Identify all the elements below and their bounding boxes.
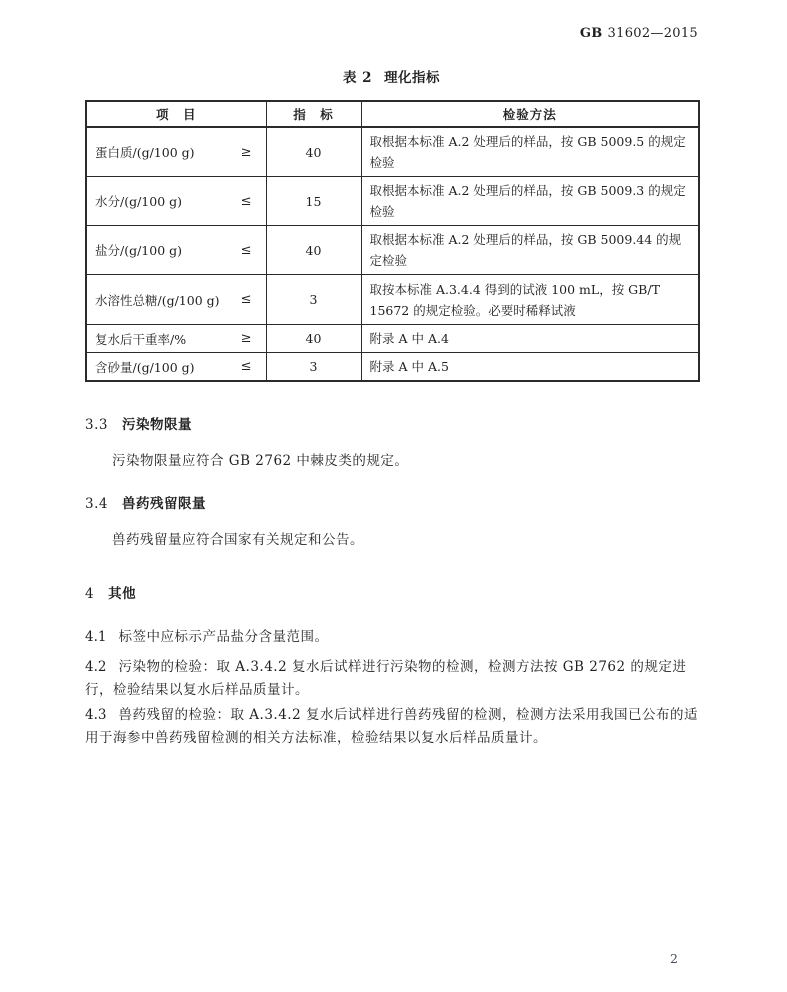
test-method: 附录 A 中 A.4 bbox=[361, 325, 699, 353]
clause-4-2 bbox=[85, 656, 698, 702]
clause-number: 4.1 bbox=[85, 629, 107, 645]
item-label: 水分/(g/100 g) bbox=[95, 194, 183, 209]
standard-number-header bbox=[85, 26, 698, 41]
index-value: 3 bbox=[266, 353, 361, 382]
relation-symbol: ≤ bbox=[240, 193, 252, 209]
page-number: 2 bbox=[670, 951, 678, 966]
standard-number: 31602—2015 bbox=[607, 26, 698, 41]
relation-symbol: ≤ bbox=[240, 359, 252, 374]
index-value: 40 bbox=[266, 127, 361, 177]
clause-number: 3.4 bbox=[85, 496, 108, 512]
item-label: 含砂量/(g/100 g) bbox=[95, 359, 195, 375]
page-content bbox=[85, 0, 698, 750]
table-row bbox=[86, 275, 699, 325]
clause-title: 兽药残留限量 bbox=[121, 496, 206, 512]
index-value: 40 bbox=[266, 226, 361, 275]
clause-body-3-4: 兽药残留量应符合国家有关规定和公告。 bbox=[112, 532, 364, 548]
clause-number: 4.3 bbox=[85, 707, 107, 723]
relation-symbol: ≥ bbox=[240, 331, 252, 346]
table-caption bbox=[85, 66, 698, 86]
relation-symbol: ≥ bbox=[240, 144, 252, 160]
test-method: 取按本标准 A.3.4.4 得到的试液 100 mL，按 GB/T 15672 的规定检验。必要时稀释试液 bbox=[361, 275, 699, 325]
clause-text: 污染物的检验：取 A.3.4.2 复水后试样进行污染物的检测，检测方法按 GB 2762 的规定进行，检验结果以复水后样品质量计。 bbox=[85, 659, 687, 698]
physicochemical-indicators-table bbox=[85, 100, 700, 382]
clause-title: 其他 bbox=[108, 586, 137, 602]
clause-text: 兽药残留的检验：取 A.3.4.2 复水后试样进行兽药残留的检测，检测方法采用我国已公布的适用于海参中兽药残留检测的相关方法标准，检验结果以复水后样品质量计。 bbox=[85, 707, 698, 746]
index-value: 3 bbox=[266, 275, 361, 325]
clause-heading-3-4 bbox=[85, 492, 698, 512]
clause-number: 4 bbox=[85, 586, 95, 602]
test-method: 取根据本标准 A.2 处理后的样品，按 GB 5009.5 的规定检验 bbox=[361, 127, 699, 177]
relation-symbol: ≤ bbox=[240, 292, 252, 307]
column-header-index: 指 标 bbox=[266, 101, 361, 127]
table-caption-text: 理化指标 bbox=[384, 70, 441, 86]
table-row bbox=[86, 226, 699, 275]
standard-prefix: GB bbox=[579, 26, 603, 41]
index-value: 15 bbox=[266, 177, 361, 226]
index-value: 40 bbox=[266, 325, 361, 353]
item-label: 蛋白质/(g/100 g) bbox=[95, 145, 195, 160]
test-method: 附录 A 中 A.5 bbox=[361, 353, 699, 382]
table-row bbox=[86, 177, 699, 226]
clause-number: 3.3 bbox=[85, 417, 108, 433]
clause-body-3-3: 污染物限量应符合 GB 2762 中棘皮类的规定。 bbox=[112, 453, 409, 469]
column-header-method: 检验方法 bbox=[361, 101, 699, 127]
item-label: 水溶性总糖/(g/100 g) bbox=[95, 292, 220, 308]
item-label: 盐分/(g/100 g) bbox=[95, 243, 183, 258]
relation-symbol: ≤ bbox=[240, 242, 252, 258]
item-label: 复水后干重率/% bbox=[95, 331, 187, 347]
table-row bbox=[86, 325, 699, 353]
clause-heading-4 bbox=[85, 582, 698, 602]
clause-text: 标签中应标示产品盐分含量范围。 bbox=[118, 629, 329, 645]
test-method: 取根据本标准 A.2 处理后的样品，按 GB 5009.44 的规定检验 bbox=[361, 226, 699, 275]
test-method: 取根据本标准 A.2 处理后的样品，按 GB 5009.3 的规定检验 bbox=[361, 177, 699, 226]
table-header-row bbox=[86, 101, 699, 127]
clause-number: 4.2 bbox=[85, 659, 107, 675]
clause-heading-3-3 bbox=[85, 413, 698, 433]
column-header-item: 项 目 bbox=[86, 101, 266, 127]
clause-title: 污染物限量 bbox=[121, 417, 192, 433]
clause-4-1 bbox=[85, 626, 698, 649]
table-row bbox=[86, 127, 699, 177]
table-row bbox=[86, 353, 699, 382]
clause-4-3 bbox=[85, 704, 698, 750]
table-caption-number: 表 2 bbox=[342, 70, 373, 86]
